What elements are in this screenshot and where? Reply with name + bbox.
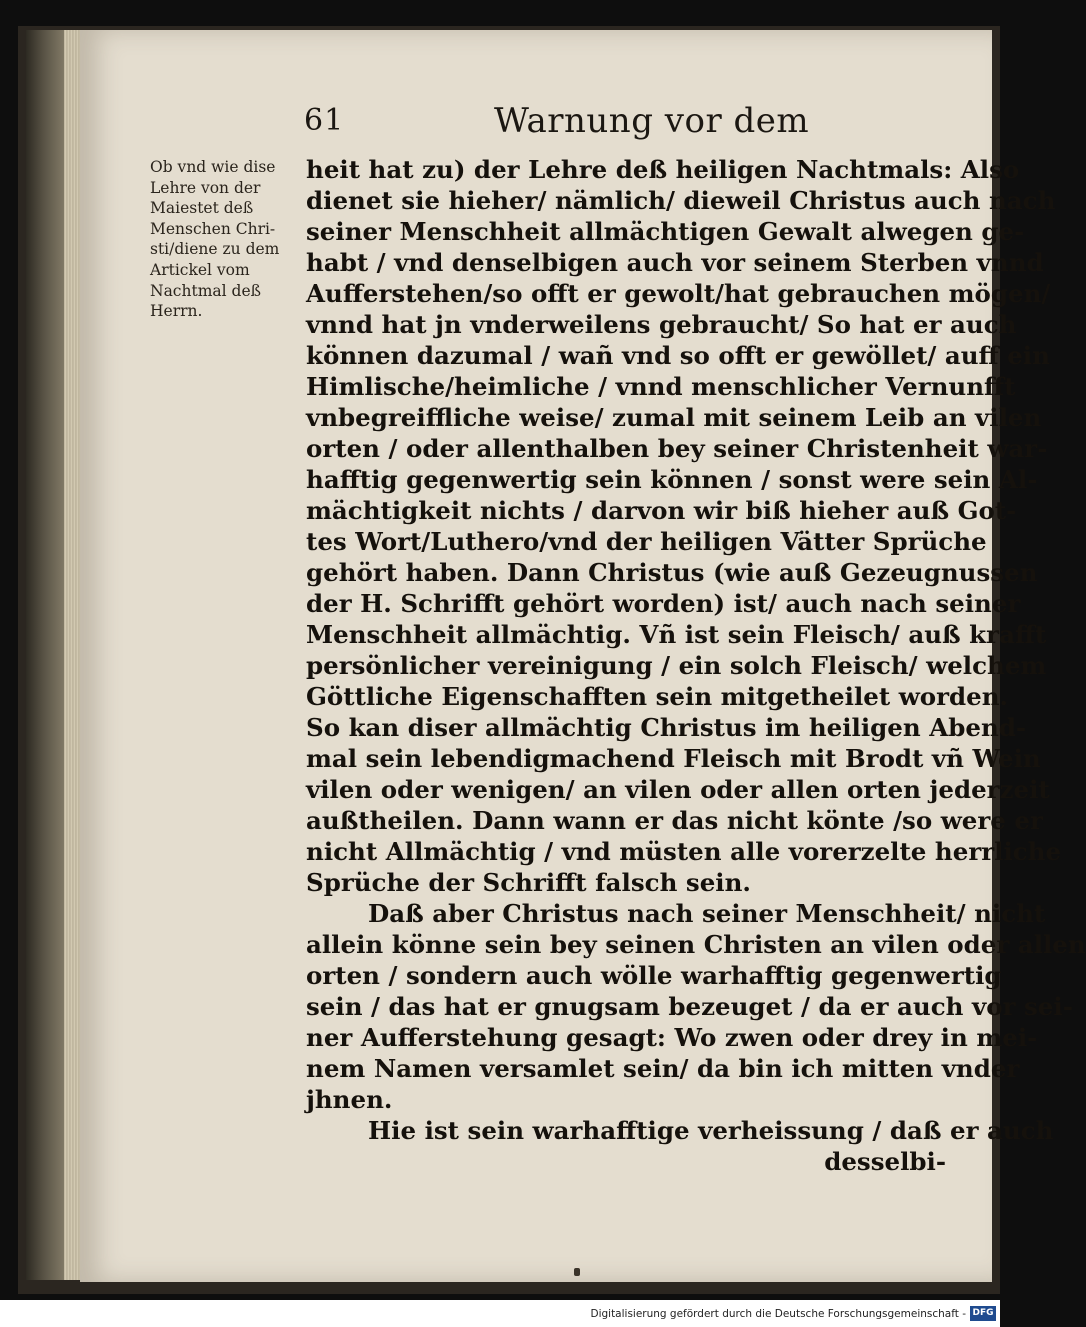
page-number: 61 [304, 103, 345, 138]
margin-note-line: Nachtmal deß [150, 281, 261, 300]
margin-note-line: Menschen Chri- [150, 219, 276, 238]
margin-note-line: sti/diene zu dem [150, 240, 280, 259]
text-line: mächtigkeit nichts / darvon wir biß hieher auß Got- [306, 496, 1017, 525]
text-line: außtheilen. Dann wann er das nicht könte /so were er [306, 806, 1043, 835]
text-line: Menschheit allmächtig. Vñ ist sein Fleisch/ auß krafft [306, 620, 1047, 649]
margin-note-line: Artickel vom [150, 260, 250, 279]
text-line: Daß aber Christus nach seiner Menschheit/ nicht [368, 899, 1046, 928]
text-line: können dazumal / wañ vnd so offt er gewöllet/ auff ein [306, 341, 1050, 370]
text-line: Aufferstehen/so offt er gewolt/hat gebrauchen mögen/ [306, 279, 1051, 308]
text-line: persönlicher vereinigung / ein solch Fleisch/ welchem [306, 651, 1047, 680]
text-line: So kan diser allmächtig Christus im heiligen Abend- [306, 713, 1027, 742]
margin-note [150, 157, 290, 322]
text-line: vilen oder wenigen/ an vilen oder allen orten jederzeit [306, 775, 1050, 804]
footer-credit: Digitalisierung gefördert durch die Deutsche Forschungsgemeinschaft - [590, 1308, 966, 1320]
text-line: nicht Allmächtig / vnd müsten alle vorerzelte herrliche [306, 837, 1062, 866]
text-line: seiner Menschheit allmächtigen Gewalt alwegen ge- [306, 217, 1025, 246]
text-line: mal sein lebendigmachend Fleisch mit Brodt vñ Wein [306, 744, 1041, 773]
footer-bar [0, 1300, 1000, 1327]
text-line: der H. Schrifft gehört worden) ist/ auch nach seiner [306, 589, 1021, 618]
catchword: desselbi- [824, 1147, 946, 1176]
text-line: hafftig gegenwertig sein können / sonst were sein Al- [306, 465, 1038, 494]
dfg-logo-icon: DFG [970, 1306, 996, 1321]
margin-note-line: Ob vnd wie dise [150, 158, 276, 176]
text-line: ner Aufferstehung gesagt: Wo zwen oder drey in mei- [306, 1023, 1038, 1052]
text-line: sein / das hat er gnugsam bezeuget / da er auch vor sei- [306, 992, 1073, 1021]
text-line: orten / sondern auch wölle warhafftig gegenwertig [306, 961, 1002, 990]
text-line: gehört haben. Dann Christus (wie auß Gezeugnussen [306, 558, 1038, 587]
text-line: Himlische/heimliche / vnnd menschlicher Vernunfft [306, 372, 1016, 401]
text-line: jhnen. [306, 1085, 393, 1114]
page-header [0, 103, 1000, 143]
text-line: tes Wort/Luthero/vnd der heiligen Vätter Sprüche [306, 527, 987, 556]
text-line: nem Namen versamlet sein/ da bin ich mitten vnder [306, 1054, 1020, 1083]
margin-note-line: Herrn. [150, 302, 203, 321]
margin-note-line: Maiestet deß [150, 199, 254, 218]
text-line: habt / vnd denselbigen auch vor seinem Sterben vnnd [306, 248, 1044, 277]
text-line: Göttliche Eigenschafften sein mitgetheilet worden. [306, 682, 1009, 711]
page-mark [574, 1268, 580, 1276]
text-line: vnbegreiffliche weise/ zumal mit seinem Leib an vilen [306, 403, 1042, 432]
text-line: Sprüche der Schrifft falsch sein. [306, 868, 751, 897]
text-line: orten / oder allenthalben bey seiner Christenheit war- [306, 434, 1048, 463]
text-line: Hie ist sein warhafftige verheissung / daß er auch [368, 1116, 1054, 1145]
text-line: dienet sie hieher/ nämlich/ dieweil Christus auch nach [306, 186, 1056, 215]
body-text [306, 154, 1086, 1177]
text-line: heit hat zu) der Lehre deß heiligen Nachtmals: Also [306, 155, 1020, 184]
running-head: Warnung vor dem [494, 101, 810, 141]
margin-note-line: Lehre von der [150, 178, 261, 197]
text-line: allein könne sein bey seinen Christen an vilen oder allen [306, 930, 1086, 959]
text-line: vnnd hat jn vnderweilens gebraucht/ So hat er auch [306, 310, 1017, 339]
